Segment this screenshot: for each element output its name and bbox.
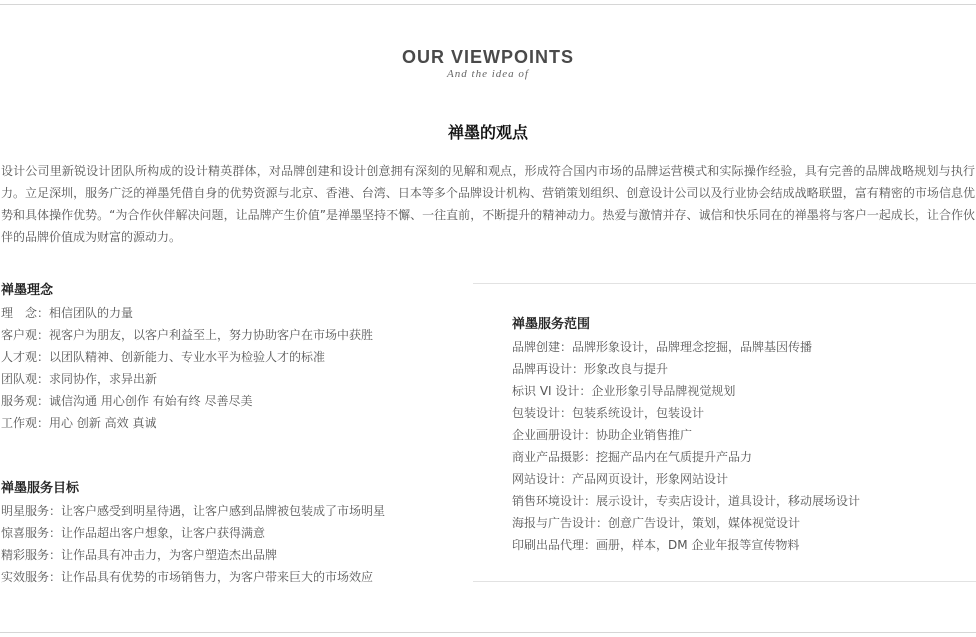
philosophy-title: 禅墨理念 xyxy=(1,283,54,298)
services-bottom-divider xyxy=(473,581,976,582)
list-item: 客户观：视客户为朋友，以客户利益至上，努力协助客户在市场中获胜 xyxy=(1,328,374,342)
services-top-divider xyxy=(473,283,976,284)
bottom-divider xyxy=(0,632,976,633)
services-title: 禅墨服务范围 xyxy=(512,317,591,332)
list-item: 品牌创建：品牌形象设计，品牌理念挖掘，品牌基因传播 xyxy=(512,340,813,354)
list-item: 包装设计：包装系统设计，包装设计 xyxy=(512,406,705,420)
list-item: 销售环境设计：展示设计，专卖店设计，道具设计，移动展场设计 xyxy=(512,494,861,508)
list-item: 海报与广告设计：创意广告设计，策划，媒体视觉设计 xyxy=(512,516,801,530)
list-item: 明星服务：让客户感受到明星待遇，让客户感到品牌被包装成了市场明星 xyxy=(1,504,386,518)
services-list xyxy=(512,336,860,556)
philosophy-list xyxy=(1,302,373,434)
list-item: 工作观：用心 创新 高效 真诚 xyxy=(1,416,157,430)
list-item: 人才观：以团队精神、创新能力、专业水平为检验人才的标准 xyxy=(1,350,326,364)
section-heading-en: OUR VIEWPOINTS xyxy=(401,47,574,67)
list-item: 标识 VI 设计：企业形象引导品牌视觉规划 xyxy=(512,384,736,398)
goals-list xyxy=(1,500,385,588)
intro-paragraph: 设计公司里新锐设计团队所构成的设计精英群体，对品牌创建和设计创意拥有深刻的见解和观点，形成符合国内市场的品牌运营模式和实际操作经验，具有完善的品牌战略规划与执行力。立足深圳，服务广泛的禅墨凭借自身的优势资源与北京、香港、台湾、日本等多个品牌设计机构、营销策划组织、创意设计公司以及行业协会结成战略联盟，富有精密的市场信息优势和具体操作优势。“为合作伙伴解决问题，让品牌产生价值”是禅墨坚持不懈、一往直前，不断提升的精神动力。热爱与激情并存、诚信和快乐同在的禅墨将与客户一起成长，让合作伙伴的品牌价值成为财富的源动力。 xyxy=(1,164,975,244)
top-divider xyxy=(0,4,976,5)
list-item: 服务观：诚信沟通 用心创作 有始有终 尽善尽美 xyxy=(1,394,253,408)
list-item: 印刷出品代理：画册，样本，DM 企业年报等宣传物料 xyxy=(512,538,800,552)
list-item: 企业画册设计：协助企业销售推广 xyxy=(512,428,693,442)
section-heading-cn: 禅墨的观点 xyxy=(447,123,528,142)
goals-title: 禅墨服务目标 xyxy=(1,481,80,496)
list-item: 理 念：相信团队的力量 xyxy=(1,306,134,320)
list-item: 品牌再设计：形象改良与提升 xyxy=(512,362,669,376)
list-item: 实效服务：让作品具有优势的市场销售力，为客户带来巨大的市场效应 xyxy=(1,570,374,584)
list-item: 网站设计：产品网页设计，形象网站设计 xyxy=(512,472,729,486)
list-item: 惊喜服务：让作品超出客户想象，让客户获得满意 xyxy=(1,526,266,540)
list-item: 团队观：求同协作，求异出新 xyxy=(1,372,158,386)
section-subheading-en: And the idea of xyxy=(447,68,529,80)
list-item: 精彩服务：让作品具有冲击力，为客户塑造杰出品牌 xyxy=(1,548,278,562)
list-item: 商业产品摄影：挖掘产品内在气质提升产品力 xyxy=(512,450,753,464)
